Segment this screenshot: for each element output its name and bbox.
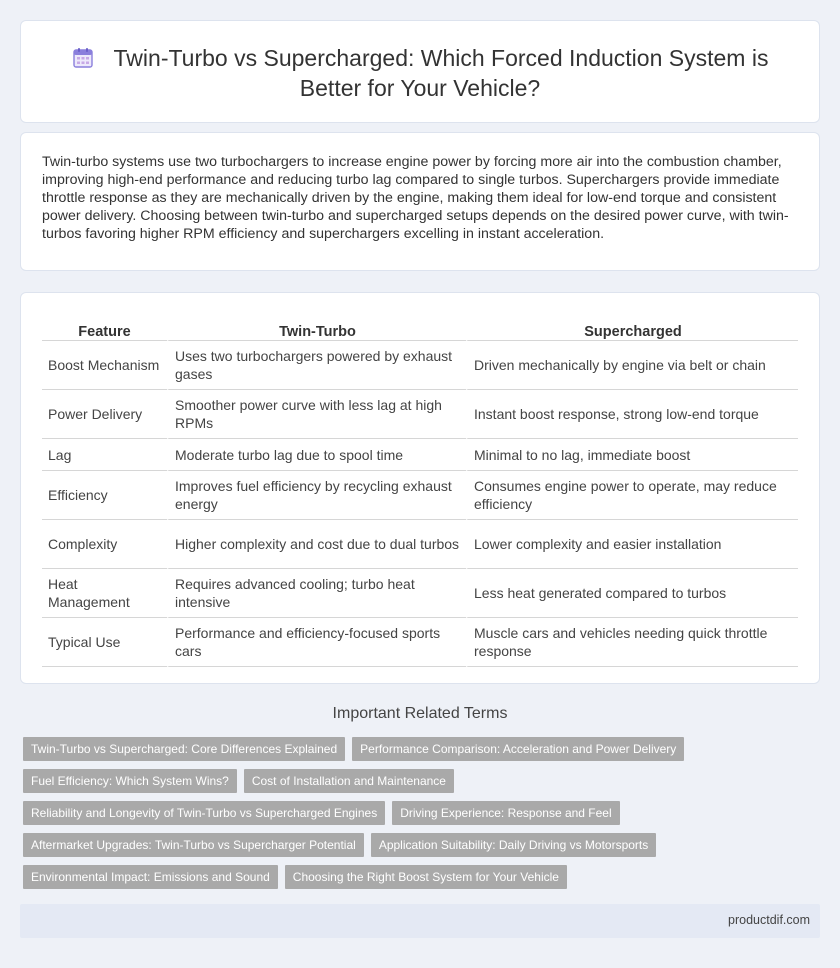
related-terms-title: Important Related Terms	[332, 705, 508, 722]
supercharged-cell: Less heat generated compared to turbos	[466, 569, 798, 618]
header-card	[20, 20, 820, 123]
feature-cell: Efficiency	[42, 471, 167, 520]
table-row	[42, 618, 798, 667]
twin-turbo-cell: Performance and efficiency-focused sports cars	[167, 618, 466, 667]
footer-site-name: productdif.com	[728, 913, 810, 927]
related-term-tag[interactable]: Fuel Efficiency: Which System Wins?	[23, 769, 237, 793]
header-twin-turbo: Twin-Turbo	[167, 313, 466, 341]
supercharged-cell: Muscle cars and vehicles needing quick throttle response	[466, 618, 798, 667]
comparison-table	[42, 313, 798, 667]
twin-turbo-cell: Higher complexity and cost due to dual turbos	[167, 520, 466, 569]
comparison-card	[20, 292, 820, 684]
related-term-tag[interactable]: Choosing the Right Boost System for Your Vehicle	[285, 865, 567, 889]
table-header-row	[42, 313, 798, 341]
related-term-tag[interactable]: Twin-Turbo vs Supercharged: Core Differences Explained	[23, 737, 345, 761]
feature-cell: Power Delivery	[42, 390, 167, 439]
related-term-tag[interactable]: Cost of Installation and Maintenance	[244, 769, 454, 793]
table-row	[42, 390, 798, 439]
feature-cell: Heat Management	[42, 569, 167, 618]
related-term-tag[interactable]: Environmental Impact: Emissions and Sound	[23, 865, 278, 889]
table-icon	[72, 47, 94, 69]
table-row	[42, 341, 798, 390]
supercharged-cell: Minimal to no lag, immediate boost	[466, 439, 798, 471]
related-term-tag[interactable]: Application Suitability: Daily Driving vs Motorsports	[371, 833, 656, 857]
supercharged-cell: Consumes engine power to operate, may reduce efficiency	[466, 471, 798, 520]
footer	[20, 904, 820, 938]
page-title: Twin-Turbo vs Supercharged: Which Forced Induction System is Better for Your Vehicle?	[113, 45, 769, 101]
intro-card	[20, 132, 820, 271]
feature-cell: Lag	[42, 439, 167, 471]
twin-turbo-cell: Requires advanced cooling; turbo heat intensive	[167, 569, 466, 618]
related-term-tag[interactable]: Driving Experience: Response and Feel	[392, 801, 619, 825]
twin-turbo-cell: Uses two turbochargers powered by exhaust gases	[167, 341, 466, 390]
table-row	[42, 569, 798, 618]
related-term-tag[interactable]: Performance Comparison: Acceleration and Power Delivery	[352, 737, 684, 761]
table-row	[42, 520, 798, 569]
feature-cell: Complexity	[42, 520, 167, 569]
feature-cell: Typical Use	[42, 618, 167, 667]
intro-paragraph: Twin-turbo systems use two turbochargers to increase engine power by forcing more air into the combustion chamber, improving high-end performance and reducing turbo lag compared to single turbos. Superchargers provide immediate throttle response as they are mechanically driven by the engine, making them ideal for low-end torque and consistent power delivery. Choosing between twin-turbo and supercharged setups depends on the desired power curve, with twin-turbos favoring higher RPM efficiency and superchargers excelling in instant acceleration.	[42, 154, 789, 242]
twin-turbo-cell: Smoother power curve with less lag at high RPMs	[167, 390, 466, 439]
supercharged-cell: Instant boost response, strong low-end torque	[466, 390, 798, 439]
related-terms-list	[23, 737, 823, 889]
supercharged-cell: Driven mechanically by engine via belt or chain	[466, 341, 798, 390]
twin-turbo-cell: Improves fuel efficiency by recycling exhaust energy	[167, 471, 466, 520]
page-title-wrap	[61, 43, 779, 103]
twin-turbo-cell: Moderate turbo lag due to spool time	[167, 439, 466, 471]
header-supercharged: Supercharged	[466, 313, 798, 341]
feature-cell: Boost Mechanism	[42, 341, 167, 390]
related-term-tag[interactable]: Reliability and Longevity of Twin-Turbo vs Supercharged Engines	[23, 801, 385, 825]
table-row	[42, 439, 798, 471]
supercharged-cell: Lower complexity and easier installation	[466, 520, 798, 569]
related-term-tag[interactable]: Aftermarket Upgrades: Twin-Turbo vs Supercharger Potential	[23, 833, 364, 857]
table-row	[42, 471, 798, 520]
header-feature: Feature	[42, 313, 167, 341]
